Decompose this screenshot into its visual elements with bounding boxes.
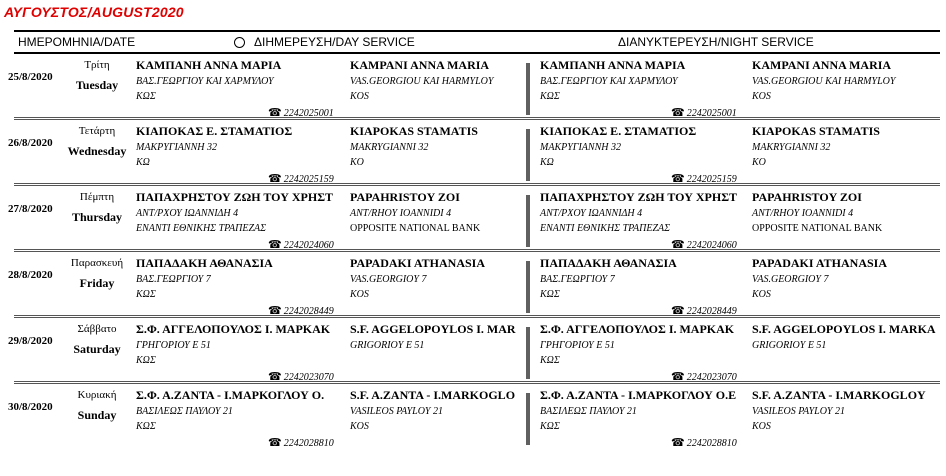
row-date: 29/8/2020	[8, 335, 53, 347]
day-pharmacy-english	[350, 255, 540, 302]
telephone-icon: ☎	[268, 173, 282, 185]
pharmacy-name-greek: ΠΑΠΑΔΑΚΗ ΑΘΑΝΑΣΙΑ	[136, 256, 273, 270]
row-day-english: Saturday	[73, 342, 121, 356]
row-day-english: Thursday	[71, 210, 123, 224]
row-separator	[14, 117, 940, 120]
telephone-icon: ☎	[671, 239, 685, 251]
night-pharmacy-greek	[540, 189, 745, 236]
pharmacy-name-greek: ΚΑΜΠΑΝΗ ΑΝΝΑ ΜΑΡΙΑ	[136, 58, 282, 72]
pharmacy-name-english: KIAPOKAS STAMATIS	[350, 124, 478, 138]
phone-number: 2242028449	[686, 306, 737, 317]
pharmacy-address-english: MAKRYGIANNI 32	[752, 142, 831, 153]
day-pharmacy-greek	[136, 57, 341, 104]
telephone-icon: ☎	[268, 371, 282, 383]
telephone-icon: ☎	[268, 305, 282, 317]
row-day-english: Wednesday	[67, 144, 127, 158]
table-row	[0, 57, 946, 123]
pharmacy-landmark-english	[752, 89, 942, 104]
pharmacy-address-english: ANT/RHOY IOANNIDI 4	[350, 208, 452, 219]
row-date: 26/8/2020	[8, 137, 53, 149]
day-pharmacy-english	[350, 123, 540, 170]
table-row	[0, 321, 946, 387]
pharmacy-city-greek: ΚΩ	[136, 157, 150, 168]
pharmacy-address-english: VAS.GEORGIOY 7	[752, 274, 829, 285]
pharmacy-name-english: S.F. AGGELOPOYLOS I. MAR	[350, 322, 516, 336]
pharmacy-name-greek: Σ.Φ. ΑΓΓΕΛΟΠΟΥΛΟΣ Ι. ΜΑΡΚΑΚ	[540, 322, 735, 336]
row-separator	[14, 183, 940, 186]
row-date: 27/8/2020	[8, 203, 53, 215]
telephone-icon: ☎	[671, 437, 685, 449]
pharmacy-address-greek: ΒΑΣ.ΓΕΩΡΓΙΟΥ ΚΑΙ ΧΑΡΜΥΛΟΥ	[540, 76, 678, 87]
row-day-greek: Τρίτη	[84, 59, 110, 71]
pharmacy-city-greek: ΚΩΣ	[136, 355, 156, 366]
pharmacy-name-english: S.F. A.ZANTA - I.MARKOGLOY	[752, 388, 926, 402]
pharmacy-address-greek: ΒΑΣΙΛΕΩΣ ΠΑΥΛΟΥ 21	[540, 406, 637, 417]
phone-number: 2242023070	[283, 372, 334, 383]
day-pharmacy-greek	[136, 255, 341, 302]
phone-number: 2242028810	[686, 438, 737, 449]
pharmacy-name-greek: ΠΑΠΑΧΡΗΣΤΟΥ ΖΩΗ ΤΟΥ ΧΡΗΣΤ	[136, 190, 334, 204]
row-day-english: Friday	[79, 276, 115, 290]
pharmacy-landmark-english: OPPOSITE NATIONAL BANK	[350, 223, 481, 234]
pharmacy-name-greek: ΚΙΑΠΟΚΑΣ Ε. ΣΤΑΜΑΤΙΟΣ	[136, 124, 293, 138]
pharmacy-address-english: ANT/RHOY IOANNIDI 4	[752, 208, 854, 219]
pharmacy-address-english: VASILEOS PAYLOY 21	[350, 406, 443, 417]
row-day-greek: Κυριακή	[77, 389, 117, 401]
pharmacy-city-english: KOS	[350, 289, 369, 300]
pharmacy-name-greek: Σ.Φ. Α.ΖΑΝΤΑ - Ι.ΜΑΡΚΟΓΛΟΥ Ο.	[136, 388, 325, 402]
circle-icon	[234, 37, 245, 48]
night-pharmacy-greek	[540, 123, 745, 170]
pharmacy-city-english: KOS	[350, 91, 369, 102]
phone-number: 2242024060	[686, 240, 737, 251]
pharmacy-city-english: KOS	[350, 421, 369, 432]
night-pharmacy-greek	[540, 57, 745, 104]
telephone-icon: ☎	[268, 107, 282, 119]
pharmacy-address-english: VAS.GEORGIOU KAI HARMYLOY	[752, 76, 896, 87]
row-date: 28/8/2020	[8, 269, 53, 281]
pharmacy-landmark-english	[350, 89, 540, 104]
day-pharmacy-greek	[136, 189, 341, 236]
row-day-english: Tuesday	[75, 78, 119, 92]
day-pharmacy-english	[350, 189, 540, 236]
pharmacy-name-greek: ΚΙΑΠΟΚΑΣ Ε. ΣΤΑΜΑΤΙΟΣ	[540, 124, 697, 138]
pharmacy-address-greek: ΒΑΣ.ΓΕΩΡΓΙΟΥ ΚΑΙ ΧΑΡΜΥΛΟΥ	[136, 76, 274, 87]
pharmacy-city-greek: ΚΩΣ	[136, 91, 156, 102]
pharmacy-city-english: KOS	[752, 421, 771, 432]
night-pharmacy-english	[752, 255, 942, 302]
pharmacy-city-english: KOS	[752, 289, 771, 300]
row-day-greek: Σάββατο	[77, 323, 117, 335]
pharmacy-address-greek: ΜΑΚΡΥΓΙΑΝΝΗ 32	[540, 142, 621, 153]
row-separator	[14, 315, 940, 318]
day-pharmacy-english	[350, 387, 540, 434]
night-pharmacy-english	[752, 321, 942, 368]
pharmacy-landmark-english	[752, 155, 942, 170]
row-date: 30/8/2020	[8, 401, 53, 413]
pharmacy-city-greek: ΚΩΣ	[136, 289, 156, 300]
pharmacy-name-english: PAPADAKI ATHANASIA	[752, 256, 888, 270]
pharmacy-name-greek: ΠΑΠΑΧΡΗΣΤΟΥ ΖΩΗ ΤΟΥ ΧΡΗΣΤ	[540, 190, 738, 204]
pharmacy-name-english: S.F. AGGELOPOYLOS I. MARKA	[752, 322, 936, 336]
pharmacy-address-greek: ΓΡΗΓΟΡΙΟΥ Ε 51	[136, 340, 211, 351]
pharmacy-landmark-english	[350, 419, 540, 434]
pharmacy-city-greek: ΚΩΣ	[540, 289, 560, 300]
pharmacy-landmark-english	[752, 419, 942, 434]
telephone-icon: ☎	[671, 107, 685, 119]
pharmacy-city-greek: ΚΩΣ	[136, 421, 156, 432]
pharmacy-landmark-english	[350, 287, 540, 302]
pharmacy-city-greek: ΚΩΣ	[540, 91, 560, 102]
pharmacy-address-greek: ΒΑΣ.ΓΕΩΡΓΙΟΥ 7	[540, 274, 615, 285]
pharmacy-name-greek: Σ.Φ. Α.ΖΑΝΤΑ - Ι.ΜΑΡΚΟΓΛΟΥ Ο.Ε	[540, 388, 737, 402]
row-day-greek: Πέμπτη	[79, 191, 115, 203]
day-pharmacy-english	[350, 57, 540, 104]
phone-number: 2242025001	[686, 108, 737, 119]
phone-number: 2242028449	[283, 306, 334, 317]
pharmacy-landmark-english	[350, 155, 540, 170]
pharmacy-landmark-english: OPPOSITE NATIONAL BANK	[752, 223, 883, 234]
day-pharmacy-english	[350, 321, 540, 368]
pharmacy-address-greek: ΑΝΤ/ΡΧΟΥ ΙΩΑΝΝΙΔΗ 4	[136, 208, 239, 219]
pharmacy-city-greek: ΕΝΑΝΤΙ ΕΘΝΙΚΗΣ ΤΡΑΠΕΖΑΣ	[540, 223, 671, 234]
night-pharmacy-greek	[540, 321, 745, 368]
table-row	[0, 255, 946, 321]
row-date: 25/8/2020	[8, 71, 53, 83]
pharmacy-name-english: KAMPANI ANNA MARIA	[752, 58, 892, 72]
night-pharmacy-greek	[540, 255, 745, 302]
pharmacy-city-greek: ΚΩΣ	[540, 421, 560, 432]
pharmacy-name-english: PAPADAKI ATHANASIA	[350, 256, 486, 270]
pharmacy-city-english: KO	[752, 157, 766, 168]
night-service-header: ΔΙΑΝΥΚΤΕΡΕΥΣΗ/NIGHT SERVICE	[618, 35, 814, 49]
day-pharmacy-greek	[136, 123, 341, 170]
phone-number: 2242025001	[283, 108, 334, 119]
night-pharmacy-greek	[540, 387, 745, 434]
pharmacy-name-greek: Σ.Φ. ΑΓΓΕΛΟΠΟΥΛΟΣ Ι. ΜΑΡΚΑΚ	[136, 322, 331, 336]
pharmacy-city-greek: ΕΝΑΝΤΙ ΕΘΝΙΚΗΣ ΤΡΑΠΕΖΑΣ	[136, 223, 267, 234]
pharmacy-name-english: KAMPANI ANNA MARIA	[350, 58, 490, 72]
row-separator	[14, 381, 940, 384]
pharmacy-name-english: KIAPOKAS STAMATIS	[752, 124, 880, 138]
row-separator	[14, 249, 940, 252]
pharmacy-name-english: PAPAHRISTOY ZOI	[350, 190, 460, 204]
pharmacy-address-english: GRIGORIOY E 51	[752, 340, 827, 351]
telephone-icon: ☎	[671, 173, 685, 185]
table-header	[14, 30, 940, 54]
night-pharmacy-english	[752, 123, 942, 170]
day-service-header: ΔΙΗΜΕΡΕΥΣΗ/DAY SERVICE	[254, 35, 415, 49]
table-row	[0, 189, 946, 255]
pharmacy-address-greek: ΒΑΣΙΛΕΩΣ ΠΑΥΛΟΥ 21	[136, 406, 233, 417]
page-title: ΑΥΓΟΥΣΤΟΣ/AUGUST2020	[4, 4, 184, 20]
night-pharmacy-english	[752, 57, 942, 104]
row-day-greek: Παρασκευή	[70, 257, 124, 269]
night-pharmacy-english	[752, 189, 942, 236]
pharmacy-landmark-english	[752, 353, 942, 368]
day-pharmacy-phone	[268, 436, 334, 449]
pharmacy-city-english: KO	[350, 157, 364, 168]
phone-number: 2242024060	[283, 240, 334, 251]
row-day-english: Sunday	[77, 408, 117, 422]
table-row	[0, 387, 946, 453]
pharmacy-address-greek: ΓΡΗΓΟΡΙΟΥ Ε 51	[540, 340, 615, 351]
telephone-icon: ☎	[671, 371, 685, 383]
telephone-icon: ☎	[671, 305, 685, 317]
day-pharmacy-greek	[136, 387, 341, 434]
pharmacy-landmark-english	[752, 287, 942, 302]
pharmacy-address-greek: ΑΝΤ/ΡΧΟΥ ΙΩΑΝΝΙΔΗ 4	[540, 208, 643, 219]
pharmacy-landmark-english	[350, 353, 540, 368]
row-day-greek: Τετάρτη	[78, 125, 116, 137]
phone-number: 2242028810	[283, 438, 334, 449]
night-pharmacy-english	[752, 387, 942, 434]
pharmacy-name-greek: ΠΑΠΑΔΑΚΗ ΑΘΑΝΑΣΙΑ	[540, 256, 677, 270]
pharmacy-address-english: VAS.GEORGIOY 7	[350, 274, 427, 285]
date-column-header: ΗΜΕΡΟΜΗΝΙΑ/DATE	[18, 35, 136, 49]
pharmacy-address-english: VAS.GEORGIOU KAI HARMYLOY	[350, 76, 494, 87]
telephone-icon: ☎	[268, 239, 282, 251]
pharmacy-name-english: PAPAHRISTOY ZOI	[752, 190, 862, 204]
night-pharmacy-phone	[671, 436, 737, 449]
pharmacy-address-english: GRIGORIOY E 51	[350, 340, 425, 351]
phone-number: 2242025159	[686, 174, 737, 185]
phone-number: 2242025159	[283, 174, 334, 185]
pharmacy-address-english: MAKRYGIANNI 32	[350, 142, 429, 153]
pharmacy-address-english: VASILEOS PAYLOY 21	[752, 406, 845, 417]
table-row	[0, 123, 946, 189]
pharmacy-address-greek: ΒΑΣ.ΓΕΩΡΓΙΟΥ 7	[136, 274, 211, 285]
pharmacy-city-greek: ΚΩ	[540, 157, 554, 168]
pharmacy-city-greek: ΚΩΣ	[540, 355, 560, 366]
phone-number: 2242023070	[686, 372, 737, 383]
pharmacy-name-english: S.F. A.ZANTA - I.MARKOGLO	[350, 388, 516, 402]
day-pharmacy-greek	[136, 321, 341, 368]
pharmacy-city-english: KOS	[752, 91, 771, 102]
telephone-icon: ☎	[268, 437, 282, 449]
pharmacy-address-greek: ΜΑΚΡΥΓΙΑΝΝΗ 32	[136, 142, 217, 153]
pharmacy-name-greek: ΚΑΜΠΑΝΗ ΑΝΝΑ ΜΑΡΙΑ	[540, 58, 686, 72]
